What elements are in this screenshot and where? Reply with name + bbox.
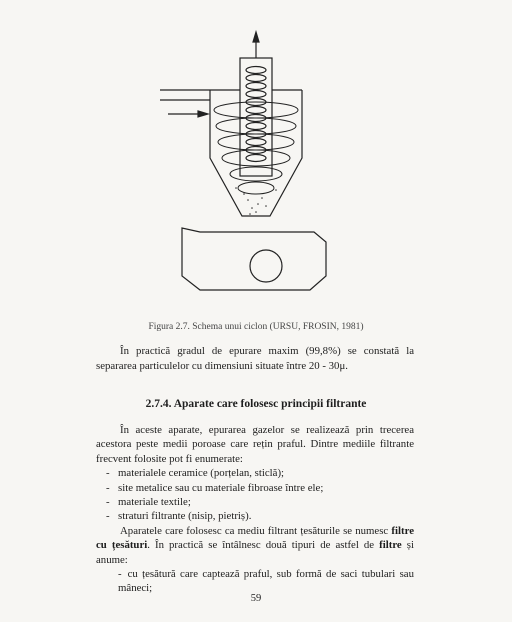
paragraph-textile-filters: Aparatele care folosesc ca mediu filtrant țesăturile se numesc filtre cu țesături. În practică se întâlnesc două tipuri de astfel de filtre și anume: [96, 524, 414, 566]
list-item: - materialele ceramice (porțelan, sticlă); [106, 467, 285, 480]
paragraph-efficiency-text: În practică gradul de epurare maxim (99,8%) se constată la separarea particulelor cu dimensiuni situate între 20 - 30μ. [96, 345, 414, 372]
list-item: - site metalice sau cu materiale fibroase între ele; [106, 481, 324, 494]
inlet-arrowhead [198, 111, 208, 117]
paragraph-filters-intro: În aceste aparate, epurarea gazelor se realizează prin trecerea acestora peste medii poroase care rețin praful. Dintre mediile filtrante frecvent folosite pot fi enumerate: [96, 424, 414, 465]
filter-media-list [96, 466, 414, 524]
page-number: 59 [250, 593, 262, 604]
figure-caption: Figura 2.7. Schema unui ciclon (URSU, FROSIN, 1981) [148, 322, 364, 332]
inner-spiral [246, 67, 266, 162]
section-heading: 2.7.4. Aparate care folosesc principii filtrante [145, 398, 367, 410]
collector-outlet [250, 250, 282, 282]
list-item: - straturi filtrante (nisip, pietriș). [106, 510, 252, 523]
paragraph-efficiency [96, 344, 414, 374]
outlet-tube [240, 58, 272, 176]
list-item: - materiale textile; [106, 496, 191, 509]
list-item: - cu țesătură care captează praful, sub formă de saci tubulari sau mâneci; [118, 568, 414, 595]
cyclone-diagram [140, 28, 370, 318]
outer-vortex [214, 102, 298, 194]
outlet-arrowhead [253, 32, 259, 42]
paragraph-filters [96, 423, 414, 596]
collector-hopper [182, 228, 326, 290]
